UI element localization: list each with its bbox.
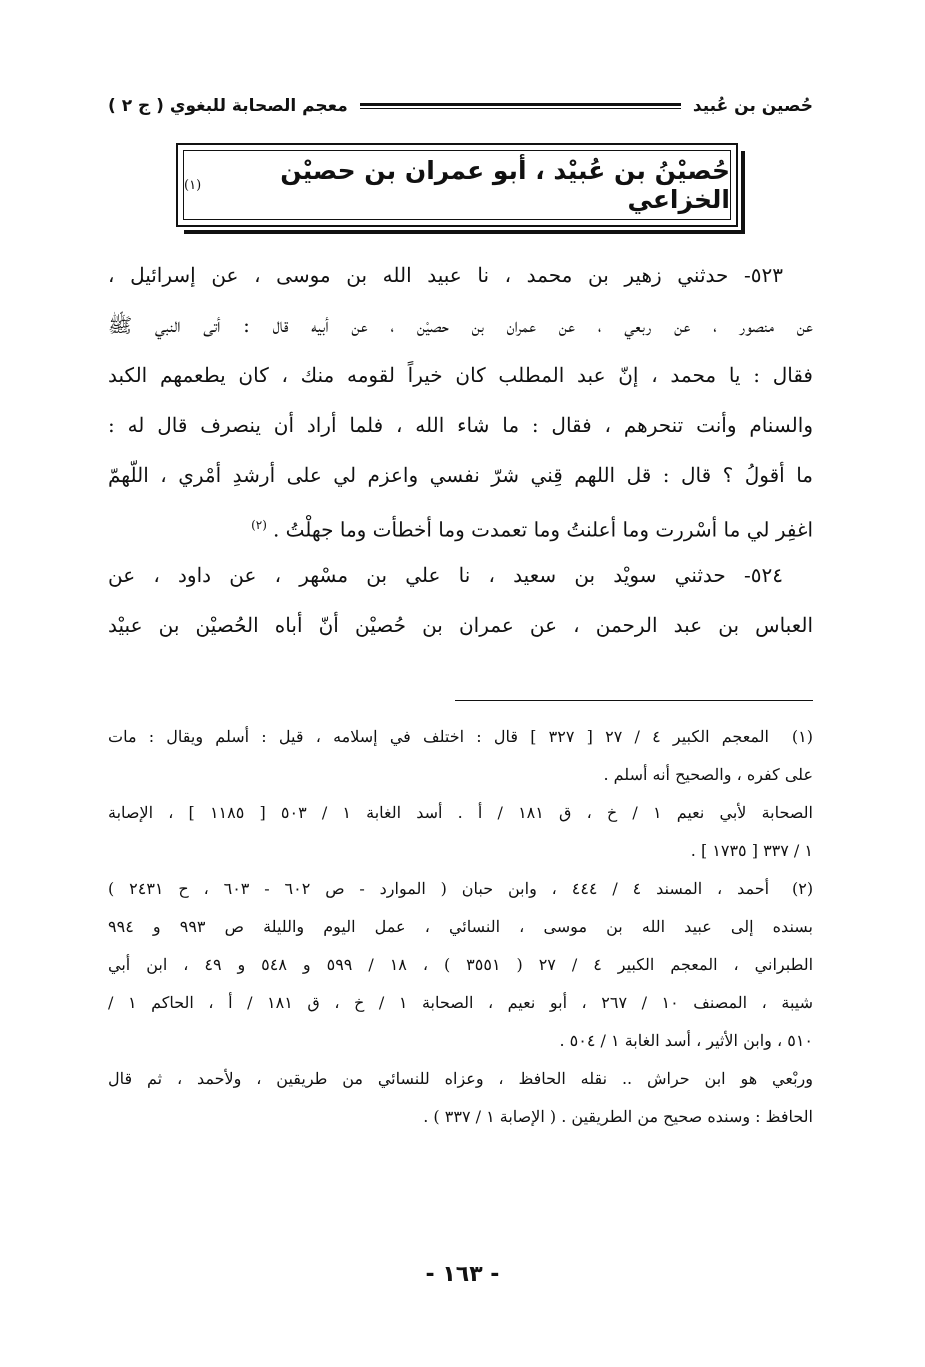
footnote-line: بسنده إلى عبيد الله بن موسى ، النسائي ، عمل اليوم والليلة ص ٩٩٣ و ٩٩٤ <box>108 917 813 936</box>
header-rule <box>360 103 681 109</box>
footnote-line <box>108 870 813 908</box>
body-footnote-ref: (٢) <box>251 518 267 532</box>
running-header <box>108 90 813 122</box>
body-line: ٥٢٣- حدثني زهير بن محمد ، نا عبيد الله بن موسى ، عن إسرائيل ، <box>108 263 783 287</box>
body-line: والسنام وأنت تنحرهم ، فقال : ما شاء الله ، فلما أراد أن ينصرف قال له : <box>108 413 813 437</box>
header-book-title: معجم الصحابة للبغوي ( ج ٢ ) <box>108 96 348 116</box>
entry-title-inner-frame <box>183 150 731 220</box>
footnote-line: على كفره ، والصحيح أنه أسلم . <box>603 765 813 784</box>
footnote-text: المعجم الكبير ٤ / ٢٧ [ ٣٢٧ ] قال : اختلف في إسلامه ، قيل : أسلم ويقال : مات <box>108 727 770 746</box>
footnotes <box>108 718 813 1136</box>
body-line-text: اغفِر لي ما أسْررت وما أعلنتُ وما تعمدت وما أخطأت وما جهلْتُ . <box>272 517 813 542</box>
footnote-number: (١) <box>791 727 813 746</box>
body-line-with-note <box>108 500 813 550</box>
body-line: ما أقولُ ؟ قال : قل اللهم قِني شرّ نفسي واعزم لي على أرشدِ أمْري ، اللّهمّ <box>108 463 813 487</box>
header-entry-name: حُصين بن عُبيد <box>692 96 813 116</box>
body-line: عن منصور ، عن ربعي ، عن عمران بن حصيْن ، عن أبيه قال : أتى النبي ﷺ <box>108 313 813 337</box>
footnote-line: وربْعي هو ابن حراش .. نقله الحافظ ، وعزاه للنسائي من طريقين ، ولأحمد ، ثم قال <box>108 1069 813 1088</box>
main-text <box>108 250 813 650</box>
body-line: فقال : يا محمد ، إنّ عبد المطلب كان خيراً لقومه منك ، كان يطعمهم الكبد <box>108 363 813 387</box>
footnote-line: الحافظ : وسنده صحيح من الطريقين . ( الإصابة ١ / ٣٣٧ ) . <box>423 1107 813 1126</box>
footnote-line: شيبة ، المصنف ١٠ / ٢٦٧ ، أبو نعيم ، الصحابة ١ / خ ، ق ١٨١ / أ ، الحاكم ١ / <box>108 993 813 1012</box>
footnote-text: أحمد ، المسند ٤ / ٤٤٤ ، وابن حبان ( الموارد - ص ٦٠٢ - ٦٠٣ ، ح ٢٤٣١ ) <box>108 879 770 898</box>
body-line: ٥٢٤- حدثني سويْد بن سعيد ، نا علي بن مسْهر ، عن داود ، عن <box>108 563 783 587</box>
entry-title-box <box>176 143 738 227</box>
page-number: - ١٦٣ - <box>425 1262 500 1287</box>
footnote-line: الطبراني ، المعجم الكبير ٤ / ٢٧ ( ٣٥٥١ ) ، ١٨ / ٥٩٩ و ٥٤٨ و ٤٩ ، ابن أبي <box>108 955 813 974</box>
title-footnote-ref: (١) <box>184 177 202 193</box>
entry-title: حُصيْنُ بن عُبيْد ، أبو عمران بن حصيْن الخزاعي <box>280 156 730 214</box>
body-line: العباس بن عبد الرحمن ، عن عمران بن حُصيْن أنّ أباه الحُصيْن بن عبيْد <box>108 613 813 637</box>
footnote-line <box>108 718 813 756</box>
footnote-number: (٢) <box>791 879 813 898</box>
footnote-separator <box>455 700 813 701</box>
footnote-line: ١ / ٣٣٧ [ ١٧٣٥ ] . <box>690 841 813 860</box>
footnote-line: الصحابة لأبي نعيم ١ / خ ، ق ١٨١ / أ . أسد الغابة ١ / ٥٠٣ [ ١١٨٥ ] ، الإصابة <box>108 803 813 822</box>
footnote-line: ٥١٠ ، وابن الأثير ، أسد الغابة ١ / ٥٠٤ . <box>559 1031 813 1050</box>
